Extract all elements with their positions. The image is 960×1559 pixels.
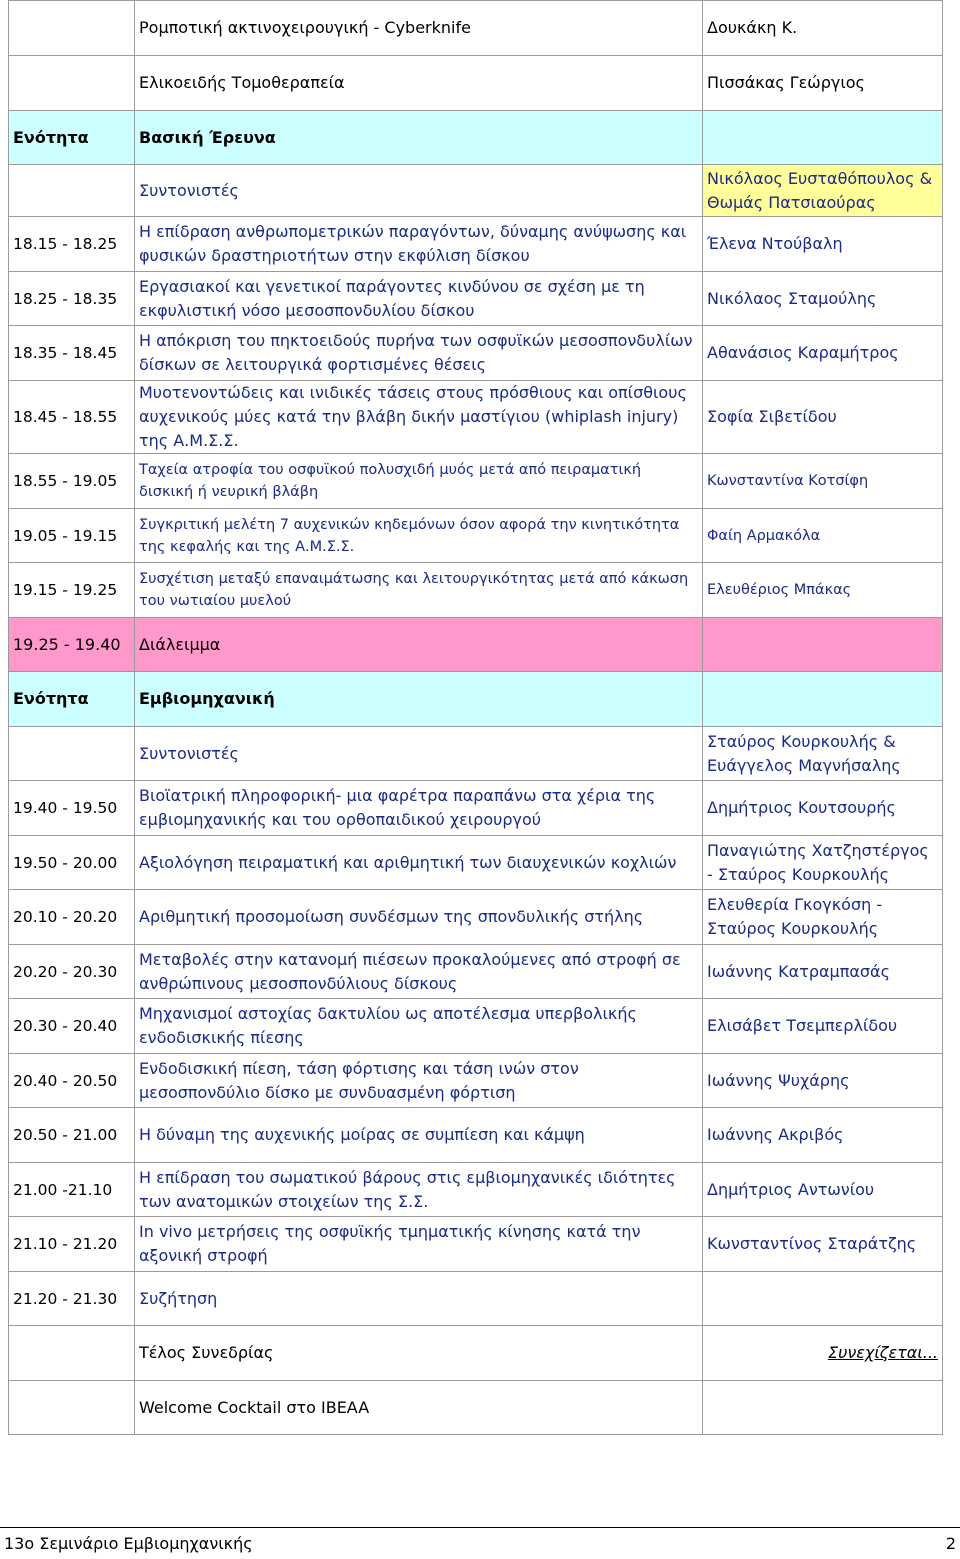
title-cell: Ελικοειδής Τομοθεραπεία bbox=[135, 56, 703, 111]
title-cell: Welcome Cocktail στο IBEAA bbox=[135, 1381, 703, 1435]
section-title: Εμβιομηχανική bbox=[135, 672, 703, 727]
time-cell bbox=[9, 1381, 135, 1435]
table-row bbox=[9, 999, 943, 1054]
title-cell: Συγκριτική μελέτη 7 αυχενικών κηδεμόνων όσον αφορά την κινητικότητα της κεφαλής και της Α.Μ.Σ.Σ. bbox=[135, 509, 703, 563]
time-cell: 18.25 - 18.35 bbox=[9, 272, 135, 326]
time-cell bbox=[9, 56, 135, 111]
title-cell: Ενδοδισκική πίεση, τάση φόρτισης και τάση ινών στον μεσοσπονδύλιο δίσκο με συνδυασμένη φόρτιση bbox=[135, 1054, 703, 1108]
speaker-cell: Κωνσταντίνα Κοτσίφη bbox=[703, 454, 943, 509]
speaker-cell: Δημήτριος Αντωνίου bbox=[703, 1163, 943, 1217]
speaker-cell: Έλενα Ντούβαλη bbox=[703, 217, 943, 272]
table-row bbox=[9, 1108, 943, 1163]
table-row bbox=[9, 454, 943, 509]
coordinators-label: Συντονιστές bbox=[135, 165, 703, 217]
schedule-table bbox=[8, 0, 943, 1435]
table-row bbox=[9, 217, 943, 272]
title-cell: Μηχανισμοί αστοχίας δακτυλίου ως αποτέλεσμα υπερβολικής ενδοδισκικής πίεσης bbox=[135, 999, 703, 1054]
table-row bbox=[9, 326, 943, 381]
title-cell: Αξιολόγηση πειραματική και αριθμητική των διαυχενικών κοχλιών bbox=[135, 836, 703, 890]
section-label: Ενότητα bbox=[9, 111, 135, 165]
speaker-cell: Ελευθέριος Μπάκας bbox=[703, 563, 943, 618]
table-row bbox=[9, 381, 943, 454]
time-cell: 21.10 - 21.20 bbox=[9, 1217, 135, 1272]
speaker-cell: Δημήτριος Κουτσουρής bbox=[703, 781, 943, 836]
title-cell: Η επίδραση του σωματικού βάρους στις εμβιομηχανικές ιδιότητες των ανατομικών στοιχείων της Σ.Σ. bbox=[135, 1163, 703, 1217]
speaker-cell: Αθανάσιος Καραμήτρος bbox=[703, 326, 943, 381]
table-row bbox=[9, 272, 943, 326]
time-cell: 18.35 - 18.45 bbox=[9, 326, 135, 381]
title-cell: Η απόκριση του πηκτοειδούς πυρήνα των οσφυϊκών μεσοσπονδυλίων δίσκων σε λειτουργικά φορτισμένες θέσεις bbox=[135, 326, 703, 381]
section-title: Βασική Έρευνα bbox=[135, 111, 703, 165]
time-cell bbox=[9, 165, 135, 217]
time-cell: 18.45 - 18.55 bbox=[9, 381, 135, 454]
speaker-cell bbox=[703, 111, 943, 165]
table-row bbox=[9, 1, 943, 56]
time-cell: 20.10 - 20.20 bbox=[9, 890, 135, 945]
time-cell: 19.50 - 20.00 bbox=[9, 836, 135, 890]
title-cell: Μεταβολές στην κατανομή πιέσεων προκαλούμενες από στροφή σε ανθρώπινους μεσοσπονδύλιους δίσκους bbox=[135, 945, 703, 999]
title-cell: In vivo μετρήσεις της οσφυϊκής τμηματικής κίνησης κατά την αξονική στροφή bbox=[135, 1217, 703, 1272]
speaker-cell bbox=[703, 618, 943, 672]
time-cell bbox=[9, 1326, 135, 1381]
table-row bbox=[9, 1326, 943, 1381]
speaker-cell: Νικόλαος Σταμούλης bbox=[703, 272, 943, 326]
time-cell: 18.15 - 18.25 bbox=[9, 217, 135, 272]
break-row bbox=[9, 618, 943, 672]
speaker-cell: Ιωάννης Ακριβός bbox=[703, 1108, 943, 1163]
speaker-cell: Σοφία Σιβετίδου bbox=[703, 381, 943, 454]
section-label: Ενότητα bbox=[9, 672, 135, 727]
table-row bbox=[9, 563, 943, 618]
break-label: Διάλειμμα bbox=[135, 618, 703, 672]
time-cell: 19.40 - 19.50 bbox=[9, 781, 135, 836]
title-cell: Ρομποτική ακτινοχειρουγική - Cyberknife bbox=[135, 1, 703, 56]
coordinators-names: Νικόλαος Ευσταθόπουλος & Θωμάς Πατσιαούρας bbox=[703, 165, 943, 217]
title-cell: Εργασιακοί και γενετικοί παράγοντες κινδύνου σε σχέση με τη εκφυλιστική νόσο μεσοσπονδυλίου δίσκου bbox=[135, 272, 703, 326]
page-footer bbox=[0, 1527, 960, 1559]
title-cell: Μυοτενοντώδεις και ινιδικές τάσεις στους πρόσθιους και οπίσθιους αυχενικούς μύες κατά την βλάβη δικήν μαστίγιου (whiplash injury) της Α.Μ.Σ.Σ. bbox=[135, 381, 703, 454]
section-header-row bbox=[9, 672, 943, 727]
speaker-cell: Ιωάννης Κατραμπασάς bbox=[703, 945, 943, 999]
time-cell: 21.00 -21.10 bbox=[9, 1163, 135, 1217]
title-cell: Αριθμητική προσομοίωση συνδέσμων της σπονδυλικής στήλης bbox=[135, 890, 703, 945]
time-cell bbox=[9, 727, 135, 781]
table-row bbox=[9, 1163, 943, 1217]
speaker-cell bbox=[703, 1272, 943, 1326]
speaker-cell bbox=[703, 1381, 943, 1435]
title-cell: Η δύναμη της αυχενικής μοίρας σε συμπίεση και κάμψη bbox=[135, 1108, 703, 1163]
time-cell: 18.55 - 19.05 bbox=[9, 454, 135, 509]
time-cell: 20.50 - 21.00 bbox=[9, 1108, 135, 1163]
table-row bbox=[9, 781, 943, 836]
coordinators-names: Σταύρος Κουρκουλής & Ευάγγελος Μαγνήσαλης bbox=[703, 727, 943, 781]
continued-note: Συνεχίζεται... bbox=[703, 1326, 943, 1381]
speaker-cell: Πισσάκας Γεώργιος bbox=[703, 56, 943, 111]
title-cell: Τέλος Συνεδρίας bbox=[135, 1326, 703, 1381]
table-row bbox=[9, 1272, 943, 1326]
title-cell: Βιοϊατρική πληροφορική- μια φαρέτρα παραπάνω στα χέρια της εμβιομηχανικής και του ορθοπαιδικού χειρουργού bbox=[135, 781, 703, 836]
table-row bbox=[9, 1217, 943, 1272]
speaker-cell: Παναγιώτης Χατζηστέργος - Σταύρος Κουρκουλής bbox=[703, 836, 943, 890]
table-row bbox=[9, 509, 943, 563]
time-cell: 20.40 - 20.50 bbox=[9, 1054, 135, 1108]
coordinators-row bbox=[9, 165, 943, 217]
section-header-row bbox=[9, 111, 943, 165]
title-cell: Συζήτηση bbox=[135, 1272, 703, 1326]
page-number: 2 bbox=[945, 1534, 956, 1553]
time-cell: 21.20 - 21.30 bbox=[9, 1272, 135, 1326]
speaker-cell: Ιωάννης Ψυχάρης bbox=[703, 1054, 943, 1108]
time-cell bbox=[9, 1, 135, 56]
time-cell: 20.30 - 20.40 bbox=[9, 999, 135, 1054]
speaker-cell: Κωνσταντίνος Σταράτζης bbox=[703, 1217, 943, 1272]
speaker-cell: Φαίη Αρμακόλα bbox=[703, 509, 943, 563]
table-row bbox=[9, 1054, 943, 1108]
table-row bbox=[9, 945, 943, 999]
time-cell: 20.20 - 20.30 bbox=[9, 945, 135, 999]
title-cell: Συσχέτιση μεταξύ επαναιμάτωσης και λειτουργικότητας μετά από κάκωση του νωτιαίου μυελού bbox=[135, 563, 703, 618]
time-cell: 19.25 - 19.40 bbox=[9, 618, 135, 672]
coordinators-row bbox=[9, 727, 943, 781]
speaker-cell bbox=[703, 672, 943, 727]
table-row bbox=[9, 890, 943, 945]
time-cell: 19.05 - 19.15 bbox=[9, 509, 135, 563]
table-row bbox=[9, 1381, 943, 1435]
coordinators-label: Συντονιστές bbox=[135, 727, 703, 781]
speaker-cell: Ελισάβετ Τσεμπερλίδου bbox=[703, 999, 943, 1054]
speaker-cell: Ελευθερία Γκογκόση - Σταύρος Κουρκουλής bbox=[703, 890, 943, 945]
title-cell: Η επίδραση ανθρωπομετρικών παραγόντων, δύναμης ανύψωσης και φυσικών δραστηριοτήτων στην εκφύλιση δίσκου bbox=[135, 217, 703, 272]
title-cell: Ταχεία ατροφία του οσφυϊκού πολυσχιδή μυός μετά από πειραματική δισκική ή νευρική βλάβη bbox=[135, 454, 703, 509]
table-row bbox=[9, 836, 943, 890]
footer-title: 13ο Σεμινάριο Εμβιομηχανικής bbox=[4, 1534, 253, 1553]
time-cell: 19.15 - 19.25 bbox=[9, 563, 135, 618]
table-row bbox=[9, 56, 943, 111]
speaker-cell: Δουκάκη Κ. bbox=[703, 1, 943, 56]
